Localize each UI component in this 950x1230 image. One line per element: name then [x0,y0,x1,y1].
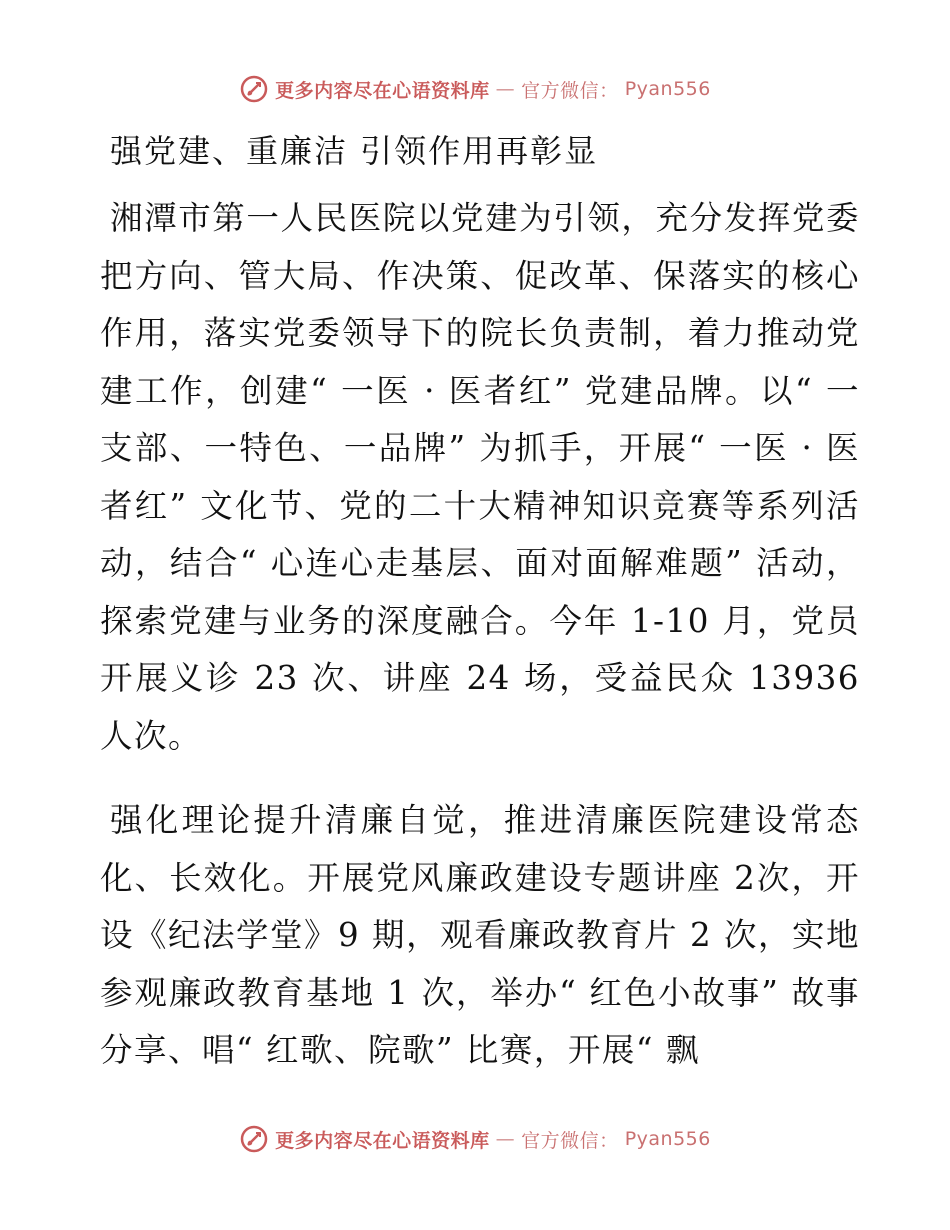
header-watermark [0,74,950,104]
watermark-wechat-id: Pyan556 [624,1128,711,1150]
watermark-main-text: 更多内容尽在心语资料库 [275,79,490,102]
brand-logo-icon [239,1124,269,1154]
watermark-main-text: 更多内容尽在心语资料库 [275,1129,490,1152]
paragraph-text: 强化理论提升清廉自觉，推进清廉医院建设常态化、长效化。开展党风廉政建设专题讲座 2次，开设《纪法学堂》9 期，观看廉政教育片 2 次，实地参观廉政教育基地 1 次，举办“ 红色小故事” 故事分享、唱“ 红歌、院歌” 比赛，开展“ 飘 [100,801,860,1069]
watermark-wechat-label: 官方微信： [521,79,619,102]
paragraph-text: 湘潭市第一人民医院以党建为引领，充分发挥党委把方向、管大局、作决策、促改革、保落实的核心作用，落实党委领导下的院长负责制，着力推动党建工作，创建“ 一医 · 医者红” 党建品牌。以“ 一支部、一特色、一品牌” 为抓手，开展“ 一医 · 医者红” 文化节、党的二十大精神知识竞赛等系列活动，结合“ 心连心走基层、面对面解难题” 活动，探索党建与业务的深度融合。今年 1-10 月，党员开展义诊 23 次、讲座 24 场，受益民众 13936 人次。 [100,199,860,755]
watermark-wechat-id: Pyan556 [624,78,711,100]
document-paragraph [100,792,860,1080]
footer-watermark [0,1124,950,1154]
document-paragraph [100,190,860,765]
watermark-dash: — [495,1128,516,1150]
document-heading: 强党建、重廉洁 引领作用再彰显 [110,132,599,170]
watermark-dash: — [495,78,516,100]
watermark-wechat-label: 官方微信： [521,1129,619,1152]
brand-logo-icon [239,74,269,104]
